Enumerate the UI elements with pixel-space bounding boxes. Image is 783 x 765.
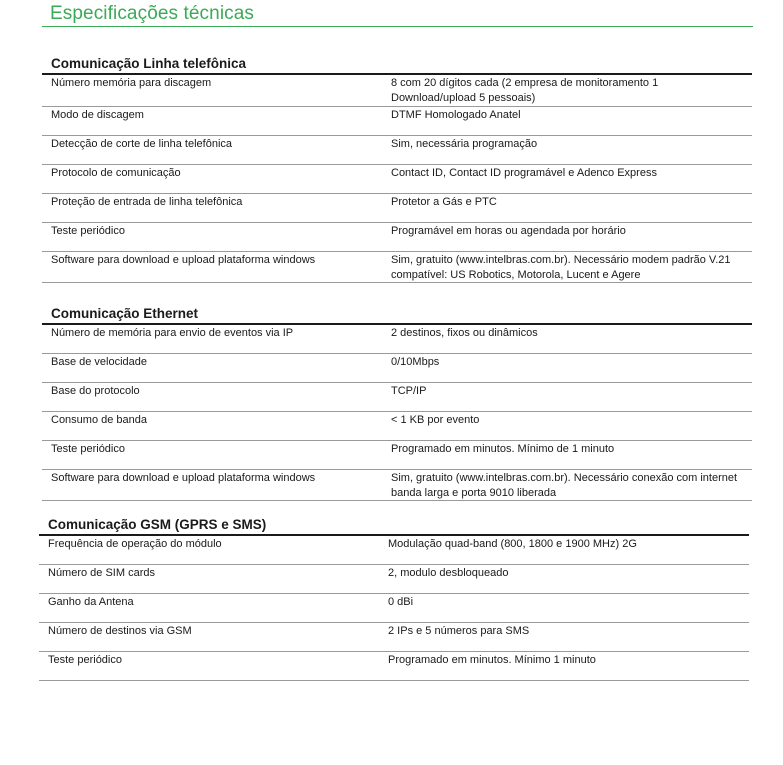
spec-value: 8 com 20 dígitos cada (2 empresa de monitoramento 1 Download/upload 5 pessoais) — [391, 77, 659, 104]
spec-row — [42, 107, 752, 136]
spec-label: Ganho da Antena — [48, 596, 134, 608]
spec-label: Base de velocidade — [51, 356, 148, 368]
title-divider — [42, 26, 753, 27]
spec-value: Contact ID, Contact ID programável e Adenco Express — [391, 167, 657, 179]
spec-row — [42, 165, 752, 194]
spec-label: Número de memória para envio de eventos via IP — [51, 327, 294, 339]
spec-row — [39, 536, 749, 565]
spec-label: Detecção de corte de linha telefônica — [51, 138, 233, 150]
spec-label: Software para download e upload plataforma windows — [51, 254, 316, 266]
spec-value: Protetor a Gás e PTC — [391, 196, 497, 208]
spec-label: Teste periódico — [51, 443, 125, 455]
spec-row — [42, 441, 752, 470]
spec-row — [42, 223, 752, 252]
spec-label: Software para download e upload plataforma windows — [51, 472, 316, 484]
spec-row — [42, 354, 752, 383]
spec-value: 0/10Mbps — [391, 356, 440, 368]
spec-row — [42, 325, 752, 354]
spec-value: < 1 KB por evento — [391, 414, 480, 426]
spec-row — [39, 652, 749, 681]
spec-label: Frequência de operação do módulo — [48, 538, 222, 550]
spec-row — [42, 252, 752, 283]
spec-value: TCP/IP — [391, 385, 427, 397]
spec-value: 2, modulo desbloqueado — [388, 567, 509, 579]
spec-value: 0 dBi — [388, 596, 414, 608]
section-ethernet — [42, 306, 752, 501]
spec-value: Sim, gratuito (www.intelbras.com.br). Necessário conexão com internet banda larga e porta 9010 liberada — [391, 472, 738, 499]
spec-label: Teste periódico — [51, 225, 125, 237]
section-gsm — [39, 517, 749, 681]
spec-label: Base do protocolo — [51, 385, 140, 397]
spec-value: DTMF Homologado Anatel — [391, 109, 521, 121]
spec-value: Modulação quad-band (800, 1800 e 1900 MHz) 2G — [388, 538, 637, 550]
spec-value: 2 destinos, fixos ou dinâmicos — [391, 327, 538, 339]
spec-row — [42, 194, 752, 223]
spec-label: Modo de discagem — [51, 109, 144, 121]
spec-value: Programado em minutos. Mínimo 1 minuto — [388, 654, 596, 666]
spec-label: Proteção de entrada de linha telefônica — [51, 196, 243, 208]
section-heading: Comunicação Ethernet — [51, 306, 199, 321]
spec-value: Sim, gratuito (www.intelbras.com.br). Necessário modem padrão V.21 compatível: US Robotics, Motorola, Lucent e Agere — [391, 254, 731, 281]
spec-row — [39, 623, 749, 652]
spec-row — [42, 412, 752, 441]
spec-row — [42, 75, 752, 107]
spec-label: Protocolo de comunicação — [51, 167, 181, 179]
spec-row — [42, 470, 752, 501]
spec-label: Número memória para discagem — [51, 77, 212, 89]
section-heading: Comunicação GSM (GPRS e SMS) — [48, 517, 267, 532]
spec-row — [39, 594, 749, 623]
spec-label: Consumo de banda — [51, 414, 148, 426]
page-title: Especificações técnicas — [50, 3, 255, 24]
spec-label: Número de SIM cards — [48, 567, 155, 579]
spec-value: Programável em horas ou agendada por horário — [391, 225, 626, 237]
spec-value: Programado em minutos. Mínimo de 1 minuto — [391, 443, 615, 455]
spec-label: Teste periódico — [48, 654, 122, 666]
spec-value: 2 IPs e 5 números para SMS — [388, 625, 530, 637]
spec-value: Sim, necessária programação — [391, 138, 538, 150]
spec-row — [39, 565, 749, 594]
spec-row — [42, 383, 752, 412]
spec-label: Número de destinos via GSM — [48, 625, 192, 637]
section-heading: Comunicação Linha telefônica — [51, 56, 247, 71]
section-linha-telefonica — [42, 56, 752, 283]
spec-row — [42, 136, 752, 165]
